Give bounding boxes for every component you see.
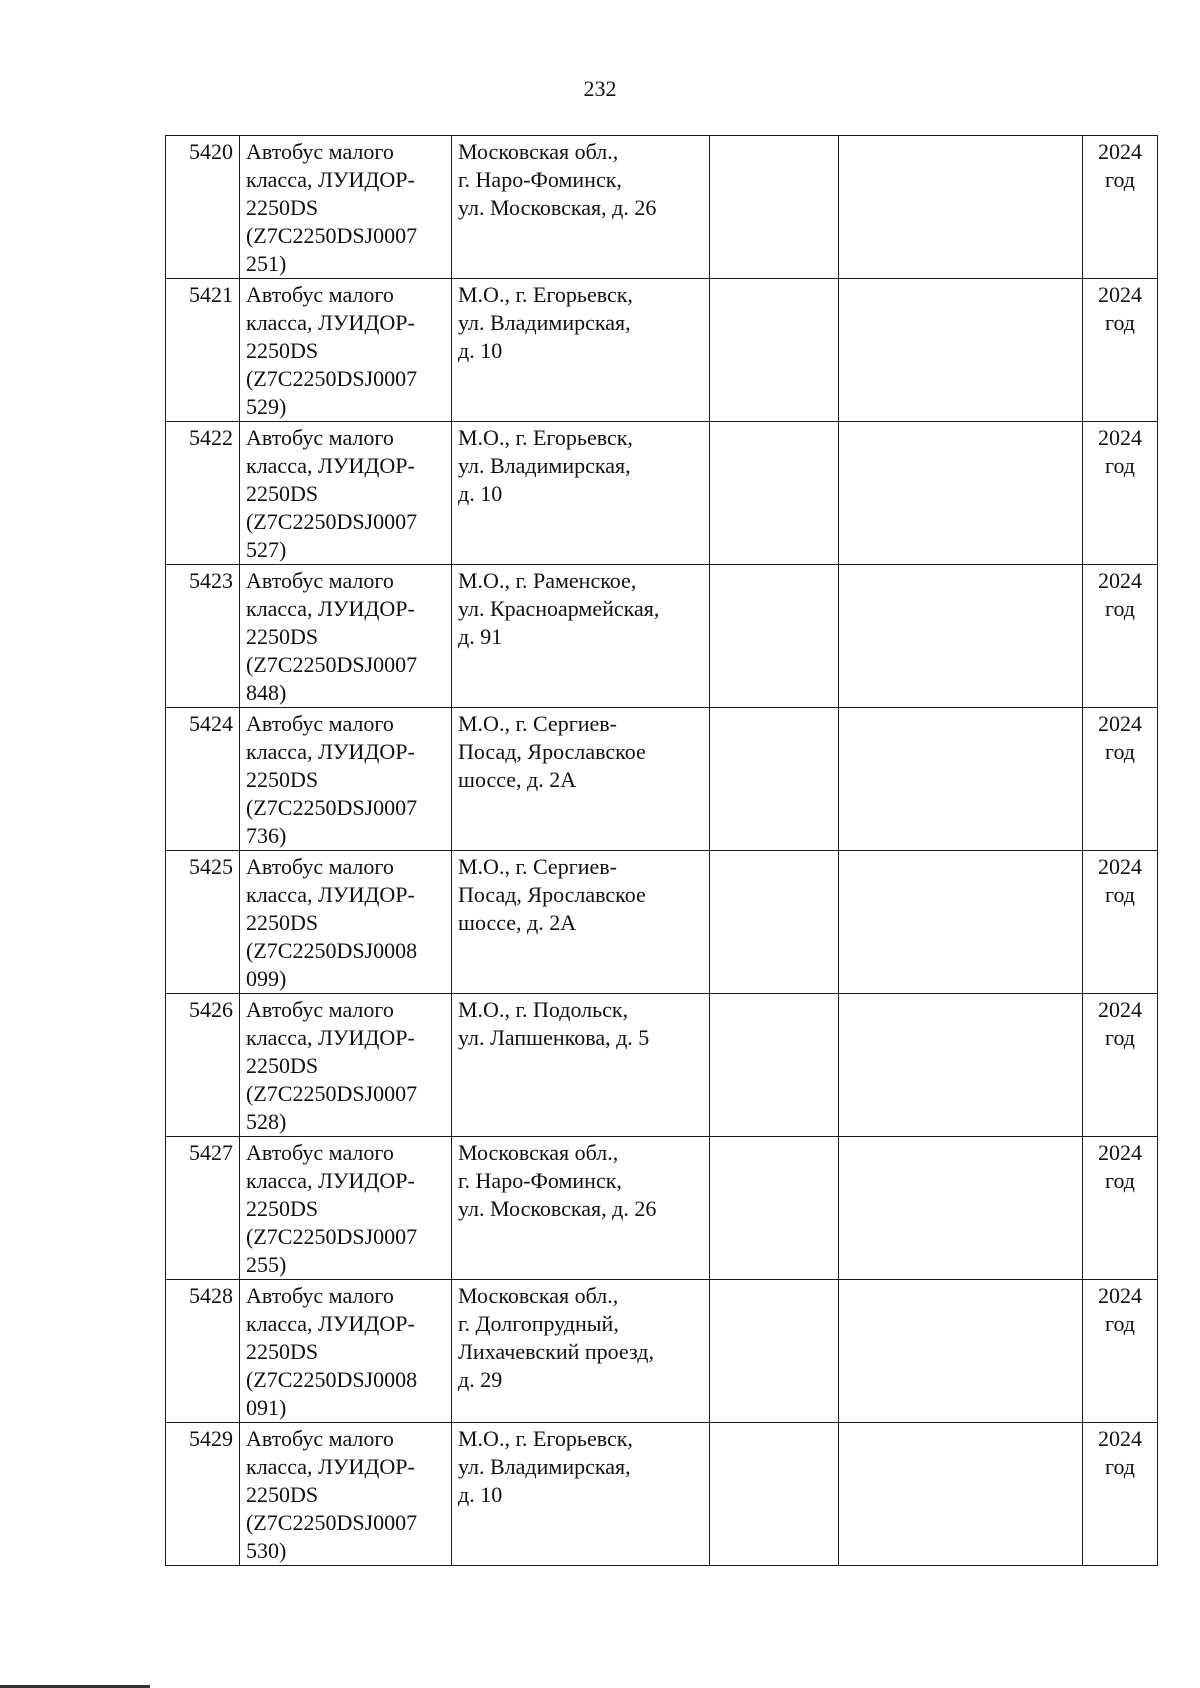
- vehicle-name-line: 251): [246, 251, 287, 276]
- year-line: 2024: [1098, 282, 1142, 307]
- address-line: г. Наро-Фоминск,: [458, 167, 622, 192]
- year-line: год: [1104, 1025, 1136, 1050]
- vehicle-name-line: (Z7C2250DSJ0008: [246, 938, 418, 963]
- address-line: М.О., г. Егорьевск,: [458, 282, 633, 307]
- vehicle-name-line: класса, ЛУИДОР-: [246, 453, 415, 478]
- empty-cell: [839, 136, 1083, 279]
- vehicle-name-line: 529): [246, 394, 287, 419]
- vehicle-name-line: Автобус малого: [246, 854, 394, 879]
- empty-cell: [839, 422, 1083, 565]
- vehicle-name-line: 2250DS: [246, 1196, 319, 1221]
- table-row: [166, 422, 1158, 565]
- vehicle-name-line: класса, ЛУИДОР-: [246, 1025, 415, 1050]
- address-line: ул. Московская, д. 26: [458, 1196, 657, 1221]
- address-cell: [452, 994, 710, 1137]
- row-number-cell: [166, 1423, 240, 1566]
- vehicle-name-cell: [240, 994, 452, 1137]
- row-number: 5423: [189, 568, 233, 593]
- empty-cell: [839, 708, 1083, 851]
- vehicle-name-line: 2250DS: [246, 1339, 319, 1364]
- vehicle-name-cell: [240, 422, 452, 565]
- vehicle-name-line: 2250DS: [246, 481, 319, 506]
- vehicle-name-line: 736): [246, 823, 287, 848]
- vehicle-name-cell: [240, 1280, 452, 1423]
- address-line: Московская обл.,: [458, 139, 619, 164]
- empty-cell: [710, 1423, 839, 1566]
- vehicle-name-cell: [240, 1137, 452, 1280]
- vehicle-name-line: 2250DS: [246, 910, 319, 935]
- vehicle-name-line: 255): [246, 1252, 287, 1277]
- row-number: 5420: [189, 139, 233, 164]
- address-line: М.О., г. Раменское,: [458, 568, 637, 593]
- vehicle-name-line: (Z7C2250DSJ0007: [246, 1510, 418, 1535]
- address-line: д. 10: [458, 338, 503, 363]
- table-row: [166, 1423, 1158, 1566]
- year-cell: [1083, 1280, 1158, 1423]
- address-cell: [452, 708, 710, 851]
- vehicle-name-line: Автобус малого: [246, 1283, 394, 1308]
- address-line: д. 10: [458, 481, 503, 506]
- vehicle-name-cell: [240, 851, 452, 994]
- vehicle-name-line: Автобус малого: [246, 139, 394, 164]
- table-row: [166, 994, 1158, 1137]
- vehicle-name-line: класса, ЛУИДОР-: [246, 167, 415, 192]
- vehicle-name-line: класса, ЛУИДОР-: [246, 1168, 415, 1193]
- address-cell: [452, 565, 710, 708]
- address-line: д. 91: [458, 624, 503, 649]
- year-line: год: [1104, 1168, 1136, 1193]
- address-line: ул. Владимирская,: [458, 453, 631, 478]
- year-cell: [1083, 422, 1158, 565]
- empty-cell: [839, 1423, 1083, 1566]
- vehicle-name-line: 2250DS: [246, 1482, 319, 1507]
- year-cell: [1083, 1423, 1158, 1566]
- address-line: ул. Лапшенкова, д. 5: [458, 1025, 650, 1050]
- address-cell: [452, 422, 710, 565]
- year-line: 2024: [1098, 568, 1142, 593]
- address-line: ул. Владимирская,: [458, 1454, 631, 1479]
- address-line: шоссе, д. 2А: [458, 910, 577, 935]
- vehicle-name-line: класса, ЛУИДОР-: [246, 739, 415, 764]
- row-number: 5425: [189, 854, 233, 879]
- row-number: 5428: [189, 1283, 233, 1308]
- empty-cell: [710, 1137, 839, 1280]
- vehicle-name-cell: [240, 136, 452, 279]
- empty-cell: [839, 565, 1083, 708]
- table-row: [166, 1137, 1158, 1280]
- empty-cell: [710, 422, 839, 565]
- empty-cell: [710, 279, 839, 422]
- empty-cell: [839, 994, 1083, 1137]
- vehicle-name-line: Автобус малого: [246, 1426, 394, 1451]
- vehicle-name-line: класса, ЛУИДОР-: [246, 596, 415, 621]
- row-number-cell: [166, 422, 240, 565]
- address-line: М.О., г. Егорьевск,: [458, 1426, 633, 1451]
- year-line: год: [1104, 739, 1136, 764]
- row-number-cell: [166, 1280, 240, 1423]
- vehicle-name-cell: [240, 708, 452, 851]
- table-row: [166, 851, 1158, 994]
- address-line: д. 10: [458, 1482, 503, 1507]
- address-cell: [452, 279, 710, 422]
- vehicle-name-line: 528): [246, 1109, 287, 1134]
- empty-cell: [710, 1280, 839, 1423]
- year-line: год: [1104, 1454, 1136, 1479]
- vehicle-name-line: (Z7C2250DSJ0007: [246, 223, 418, 248]
- year-cell: [1083, 1137, 1158, 1280]
- row-number: 5426: [189, 997, 233, 1022]
- vehicle-name-cell: [240, 565, 452, 708]
- vehicle-name-line: (Z7C2250DSJ0007: [246, 509, 418, 534]
- vehicle-name-line: 2250DS: [246, 338, 319, 363]
- table-row: [166, 565, 1158, 708]
- vehicle-name-line: (Z7C2250DSJ0007: [246, 1081, 418, 1106]
- vehicle-name-line: класса, ЛУИДОР-: [246, 1454, 415, 1479]
- vehicle-name-cell: [240, 1423, 452, 1566]
- address-line: ул. Красноармейская,: [458, 596, 660, 621]
- year-line: 2024: [1098, 1140, 1142, 1165]
- table-row: [166, 279, 1158, 422]
- row-number: 5429: [189, 1426, 233, 1451]
- table-row: [166, 1280, 1158, 1423]
- vehicle-name-line: Автобус малого: [246, 282, 394, 307]
- address-line: М.О., г. Сергиев-: [458, 854, 617, 879]
- empty-cell: [839, 851, 1083, 994]
- year-line: 2024: [1098, 425, 1142, 450]
- address-line: г. Долгопрудный,: [458, 1311, 619, 1336]
- vehicle-name-cell: [240, 279, 452, 422]
- vehicle-name-line: Автобус малого: [246, 711, 394, 736]
- address-line: М.О., г. Сергиев-: [458, 711, 617, 736]
- year-line: год: [1104, 310, 1136, 335]
- year-cell: [1083, 851, 1158, 994]
- vehicle-name-line: 848): [246, 680, 287, 705]
- year-line: год: [1104, 882, 1136, 907]
- vehicle-name-line: Автобус малого: [246, 568, 394, 593]
- row-number: 5421: [189, 282, 233, 307]
- empty-cell: [839, 279, 1083, 422]
- vehicle-name-line: (Z7C2250DSJ0007: [246, 652, 418, 677]
- vehicle-name-line: класса, ЛУИДОР-: [246, 1311, 415, 1336]
- row-number-cell: [166, 136, 240, 279]
- row-number: 5424: [189, 711, 233, 736]
- row-number-cell: [166, 1137, 240, 1280]
- vehicle-name-line: (Z7C2250DSJ0007: [246, 366, 418, 391]
- year-line: год: [1104, 167, 1136, 192]
- row-number: 5427: [189, 1140, 233, 1165]
- empty-cell: [839, 1137, 1083, 1280]
- empty-cell: [710, 994, 839, 1137]
- address-cell: [452, 851, 710, 994]
- address-line: М.О., г. Егорьевск,: [458, 425, 633, 450]
- row-number-cell: [166, 279, 240, 422]
- page-number: 232: [583, 76, 617, 101]
- vehicle-name-line: (Z7C2250DSJ0007: [246, 1224, 418, 1249]
- year-line: 2024: [1098, 711, 1142, 736]
- year-line: 2024: [1098, 997, 1142, 1022]
- address-line: Посад, Ярославское: [458, 882, 646, 907]
- year-cell: [1083, 279, 1158, 422]
- vehicle-name-line: (Z7C2250DSJ0007: [246, 795, 418, 820]
- vehicle-name-line: 2250DS: [246, 767, 319, 792]
- vehicle-name-line: Автобус малого: [246, 1140, 394, 1165]
- year-line: год: [1104, 1311, 1136, 1336]
- address-line: д. 29: [458, 1367, 503, 1392]
- vehicle-name-line: 530): [246, 1538, 287, 1563]
- table-row: [166, 708, 1158, 851]
- vehicle-registry-table: [165, 135, 1158, 1566]
- row-number-cell: [166, 851, 240, 994]
- year-line: 2024: [1098, 854, 1142, 879]
- row-number-cell: [166, 565, 240, 708]
- empty-cell: [710, 708, 839, 851]
- vehicle-name-line: Автобус малого: [246, 425, 394, 450]
- address-line: Лихачевский проезд,: [458, 1339, 654, 1364]
- address-cell: [452, 136, 710, 279]
- row-number-cell: [166, 994, 240, 1137]
- year-line: год: [1104, 453, 1136, 478]
- vehicle-name-line: класса, ЛУИДОР-: [246, 882, 415, 907]
- address-line: Московская обл.,: [458, 1140, 619, 1165]
- vehicle-name-line: 527): [246, 537, 287, 562]
- address-line: Московская обл.,: [458, 1283, 619, 1308]
- vehicle-name-line: 099): [246, 966, 287, 991]
- empty-cell: [710, 851, 839, 994]
- vehicle-name-line: 2250DS: [246, 624, 319, 649]
- year-cell: [1083, 708, 1158, 851]
- empty-cell: [710, 136, 839, 279]
- vehicle-name-line: (Z7C2250DSJ0008: [246, 1367, 418, 1392]
- table-body: [166, 136, 1158, 1566]
- address-line: г. Наро-Фоминск,: [458, 1168, 622, 1193]
- year-line: 2024: [1098, 139, 1142, 164]
- vehicle-name-line: класса, ЛУИДОР-: [246, 310, 415, 335]
- year-line: 2024: [1098, 1426, 1142, 1451]
- year-cell: [1083, 136, 1158, 279]
- vehicle-name-line: Автобус малого: [246, 997, 394, 1022]
- year-cell: [1083, 994, 1158, 1137]
- empty-cell: [839, 1280, 1083, 1423]
- address-cell: [452, 1423, 710, 1566]
- address-line: ул. Московская, д. 26: [458, 195, 657, 220]
- year-cell: [1083, 565, 1158, 708]
- address-cell: [452, 1137, 710, 1280]
- row-number-cell: [166, 708, 240, 851]
- address-cell: [452, 1280, 710, 1423]
- address-line: Посад, Ярославское: [458, 739, 646, 764]
- address-line: М.О., г. Подольск,: [458, 997, 629, 1022]
- table-row: [166, 136, 1158, 279]
- year-line: 2024: [1098, 1283, 1142, 1308]
- vehicle-name-line: 091): [246, 1395, 287, 1420]
- row-number: 5422: [189, 425, 233, 450]
- address-line: шоссе, д. 2А: [458, 767, 577, 792]
- year-line: год: [1104, 596, 1136, 621]
- vehicle-name-line: 2250DS: [246, 195, 319, 220]
- vehicle-name-line: 2250DS: [246, 1053, 319, 1078]
- empty-cell: [710, 565, 839, 708]
- address-line: ул. Владимирская,: [458, 310, 631, 335]
